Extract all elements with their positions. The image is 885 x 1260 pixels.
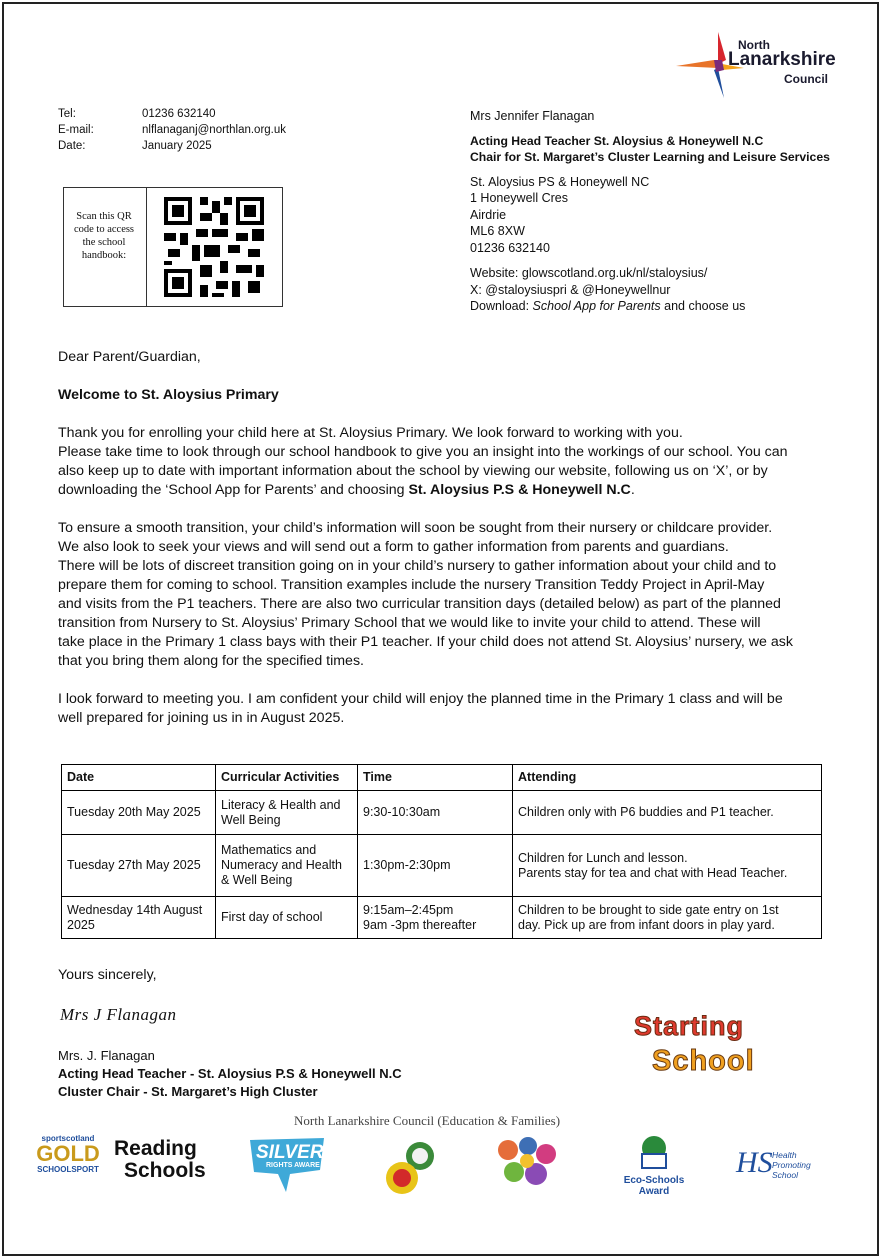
email-label: E-mail: (58, 124, 94, 136)
p2-line6: transition from Nursery to St. Aloysius’ Primary School that we would like to invite your child to attend. These will (58, 615, 761, 631)
header-time: Time (358, 765, 513, 791)
eco-tree-icon (634, 1134, 674, 1170)
header-date: Date (62, 765, 216, 791)
qr-caption: Scan this QR code to access the school handbook: (73, 211, 135, 261)
cell-date: Tuesday 20th May 2025 (62, 791, 216, 835)
website-link[interactable]: Website: glowscotland.org.uk/nl/staloysius/ (470, 266, 708, 280)
cell-date: Wednesday 14th August 2025 (62, 897, 216, 939)
letter-body (58, 348, 848, 728)
starting-school-image (632, 997, 782, 1089)
table-header-row (62, 765, 822, 791)
cell-time: 1:30pm-2:30pm (358, 835, 513, 897)
council-logo-line1: North (738, 38, 770, 52)
health-promoting-logo (736, 1146, 836, 1186)
school-text: School (652, 1045, 755, 1077)
signoff-name: Mrs. J. Flanagan (58, 1048, 155, 1063)
p1-line2: Please take time to look through our school handbook to give you an insight into the workings of our school. You can (58, 444, 788, 460)
cell-time: 9:30-10:30am (358, 791, 513, 835)
p3-line1: I look forward to meeting you. I am confident your child will enjoy the planned time in the Primary 1 class and will be (58, 691, 783, 707)
signature: Mrs J Flanagan (60, 1005, 177, 1024)
address-line4: ML6 8XW (470, 224, 525, 238)
cell-date: Tuesday 27th May 2025 (62, 835, 216, 897)
signoff-title2: Cluster Chair - St. Margaret’s High Cluster (58, 1084, 318, 1099)
signoff-block (58, 1047, 402, 1101)
tel-label: Tel: (58, 108, 76, 120)
council-logo-line2: Lanarkshire (728, 49, 836, 70)
sender-role1: Acting Head Teacher St. Aloysius & Honeywell N.C (470, 133, 764, 148)
p2-line2: We also look to seek your views and will send out a form to gather information from parents and guardians. (58, 539, 729, 555)
eco-text2: Award (638, 1186, 670, 1197)
gold-main: GOLD (36, 1141, 100, 1166)
p2-line7: take place in the Primary 1 class bays with their P1 teacher. If your child does not attend St. Aloysius’ nursery, we ask (58, 634, 793, 650)
schools-text: Schools (124, 1159, 206, 1182)
email-value: nlflanaganj@northlan.org.uk (142, 124, 287, 136)
p2-line8: that you bring them along for the specified times. (58, 653, 364, 669)
greeting: Dear Parent/Guardian, (58, 349, 201, 365)
cell-attending: Children to be brought to side gate entry on 1st day. Pick up are from infant doors in play yard. (513, 897, 822, 939)
p3-line2: well prepared for joining us in in August 2025. (58, 710, 345, 726)
gold-top: sportscotland (41, 1134, 95, 1143)
p2-line5: and visits from the P1 teachers. There are also two curricular transition days (detailed below) as part of the planned (58, 596, 781, 612)
letter-page (2, 2, 879, 1256)
sender-block (470, 108, 870, 315)
p1-line4: downloading the ‘School App for Parents’ and choosing St. Aloysius P.S & Honeywell N.C. (58, 482, 635, 498)
address-line2: 1 Honeywell Cres (470, 191, 568, 205)
cell-attending: Children for Lunch and lesson. Parents stay for tea and chat with Head Teacher. (513, 835, 822, 897)
cell-activity: Mathematics and Numeracy and Health & Well Being (216, 835, 358, 897)
tel-value: 01236 632140 (142, 108, 216, 120)
qr-box (63, 187, 283, 307)
cell-time: 9:15am–2:45pm 9am -3pm thereafter (358, 897, 513, 939)
header-activities: Curricular Activities (216, 765, 358, 791)
p1-line3: also keep up to date with important information about the school by viewing our website, following us on ‘X’, or by (58, 463, 768, 479)
silver-text: SILVER (256, 1142, 324, 1163)
download-rest: and choose us (660, 299, 746, 313)
gear-crest-icon (380, 1138, 442, 1200)
sender-name: Mrs Jennifer Flanagan (470, 109, 595, 123)
table-row (62, 897, 822, 939)
x-handle[interactable]: X: @staloysiuspri & @Honeywellnur (470, 282, 671, 297)
date-value: January 2025 (142, 140, 212, 152)
p1-line1: Thank you for enrolling your child here at St. Aloysius Primary. We look forward to working with you. (58, 425, 683, 441)
eco-text1: Eco-Schools (623, 1175, 685, 1186)
address-line3: Airdrie (470, 207, 507, 222)
download-app[interactable]: School App for Parents (532, 299, 661, 313)
p2-line3: There will be lots of discreet transition going on in your child’s nursery to gather information about your child and to (58, 558, 777, 574)
reading-text: Reading (114, 1137, 197, 1160)
hps-mark-icon: HS (736, 1146, 773, 1179)
council-logo (674, 30, 854, 100)
starting-text: Starting (634, 1011, 745, 1041)
date-label: Date: (58, 140, 86, 152)
schedule-table (61, 764, 822, 939)
silver-rights-logo (246, 1136, 328, 1194)
signoff-title1: Acting Head Teacher - St. Aloysius P.S & Honeywell N.C (58, 1066, 402, 1081)
table-row (62, 791, 822, 835)
p2-line4: prepare them for coming to school. Transition examples include the nursery Transition Teddy Project in April-May (58, 577, 765, 593)
footer-council: North Lanarkshire Council (Education & Families) (294, 1113, 561, 1128)
eco-schools-logo (614, 1134, 694, 1198)
p2-line1: To ensure a smooth transition, your child’s information will soon be sought from their nursery or childcare provider. (58, 520, 773, 536)
hps-text: Health Promoting School (772, 1150, 811, 1180)
contact-block (58, 106, 286, 154)
cell-activity: First day of school (216, 897, 358, 939)
sender-role2: Chair for St. Margaret’s Cluster Learning and Leisure Services (470, 150, 830, 164)
qr-code-icon[interactable] (164, 197, 264, 297)
address-line1: St. Aloysius PS & Honeywell NC (470, 174, 650, 189)
table-row (62, 835, 822, 897)
gold-sub: SCHOOLSPORT (37, 1165, 99, 1174)
download-line (470, 298, 870, 315)
address-line5: 01236 632140 (470, 240, 550, 255)
header-attending: Attending (513, 765, 822, 791)
council-logo-line3: Council (784, 72, 828, 86)
reading-schools-logo (114, 1138, 224, 1184)
silver-sub: RIGHTS AWARE (266, 1162, 320, 1169)
gold-award-logo (34, 1134, 102, 1190)
cell-attending: Children only with P6 buddies and P1 teacher. (513, 791, 822, 835)
cell-activity: Literacy & Health and Well Being (216, 791, 358, 835)
letter-heading: Welcome to St. Aloysius Primary (58, 387, 279, 403)
cluster-gears-icon (492, 1136, 562, 1190)
closing: Yours sincerely, (58, 967, 157, 983)
download-label: Download: (470, 299, 533, 313)
